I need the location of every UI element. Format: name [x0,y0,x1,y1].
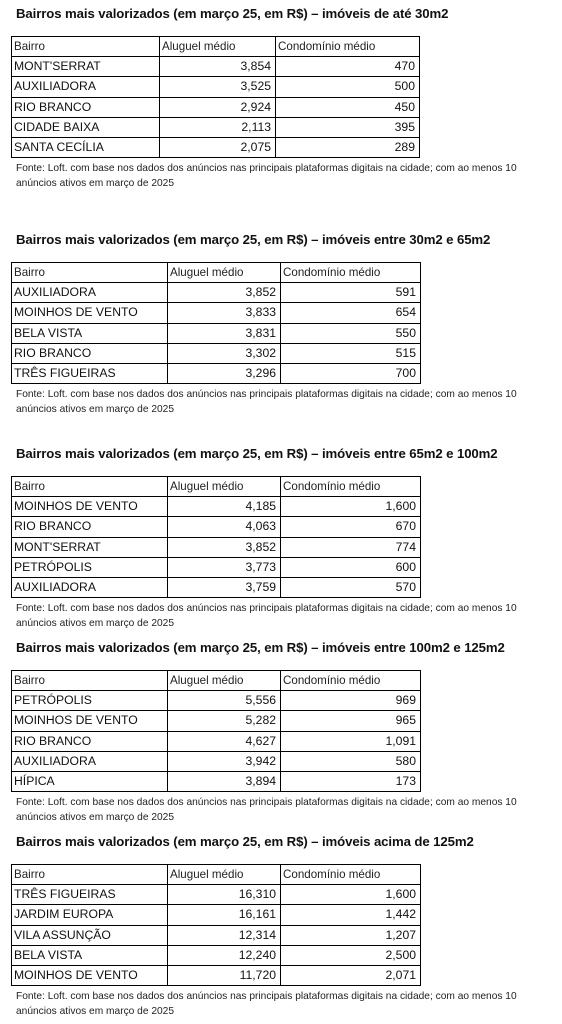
avg-rent-cell: 3,852 [168,283,281,303]
table-header-row [12,865,421,885]
avg-condo-fee-cell: 173 [281,771,421,791]
avg-rent-cell: 3,302 [168,343,281,363]
neighborhood-cell: MONT'SERRAT [12,57,160,77]
neighborhood-cell: MOINHOS DE VENTO [12,497,168,517]
neighborhood-cell: MONT'SERRAT [12,537,168,557]
source-note: Fonte: Loft. com base nos dados dos anúncios nas principais plataformas digitais na cidade; com ao menos 10 anúncios ativos em março de 2025 [16,603,517,629]
neighborhood-cell: PETRÓPOLIS [12,691,168,711]
column-header: Condomínio médio [281,865,421,885]
neighborhood-cell: MOINHOS DE VENTO [12,711,168,731]
avg-rent-cell: 2,113 [160,117,276,137]
avg-rent-cell: 3,759 [168,577,281,597]
column-header: Condomínio médio [281,263,421,283]
column-header: Aluguel médio [168,477,281,497]
neighborhood-cell: BELA VISTA [12,323,168,343]
data-table [11,670,421,792]
avg-rent-cell: 3,525 [160,77,276,97]
data-table [11,864,421,986]
avg-condo-fee-cell: 774 [281,537,421,557]
table-row [12,945,421,965]
column-header: Aluguel médio [168,263,281,283]
table-row [12,925,421,945]
avg-condo-fee-cell: 1,207 [281,925,421,945]
table-row [12,117,420,137]
section-title: Bairros mais valorizados (em março 25, em R$) – imóveis entre 30m2 e 65m2 [16,232,491,247]
avg-condo-fee-cell: 500 [276,77,420,97]
avg-condo-fee-cell: 2,071 [281,965,421,985]
avg-rent-cell: 16,161 [168,905,281,925]
avg-rent-cell: 3,296 [168,363,281,383]
column-header: Bairro [12,865,168,885]
avg-condo-fee-cell: 1,442 [281,905,421,925]
avg-rent-cell: 3,942 [168,751,281,771]
column-header: Bairro [12,37,160,57]
avg-rent-cell: 4,185 [168,497,281,517]
section-title: Bairros mais valorizados (em março 25, em R$) – imóveis acima de 125m2 [16,834,474,849]
avg-rent-cell: 3,773 [168,557,281,577]
avg-rent-cell: 3,833 [168,303,281,323]
neighborhood-cell: AUXILIADORA [12,577,168,597]
table-header-row [12,671,421,691]
column-header: Aluguel médio [168,671,281,691]
table-row [12,905,421,925]
neighborhood-cell: AUXILIADORA [12,77,160,97]
avg-rent-cell: 3,854 [160,57,276,77]
column-header: Bairro [12,671,168,691]
avg-condo-fee-cell: 580 [281,751,421,771]
avg-condo-fee-cell: 550 [281,323,421,343]
avg-rent-cell: 5,282 [168,711,281,731]
neighborhood-cell: CIDADE BAIXA [12,117,160,137]
avg-condo-fee-cell: 700 [281,363,421,383]
avg-condo-fee-cell: 2,500 [281,945,421,965]
table-row [12,57,420,77]
table-row [12,497,421,517]
neighborhood-cell: MOINHOS DE VENTO [12,303,168,323]
avg-rent-cell: 5,556 [168,691,281,711]
avg-condo-fee-cell: 289 [276,137,420,157]
table-row [12,771,421,791]
table-row [12,283,421,303]
avg-rent-cell: 2,924 [160,97,276,117]
table-header-row [12,477,421,497]
source-note: Fonte: Loft. com base nos dados dos anúncios nas principais plataformas digitais na cidade; com ao menos 10 anúncios ativos em março de 2025 [16,163,517,189]
table-row [12,137,420,157]
neighborhood-cell: BELA VISTA [12,945,168,965]
avg-condo-fee-cell: 965 [281,711,421,731]
table-row [12,363,421,383]
avg-condo-fee-cell: 600 [281,557,421,577]
neighborhood-cell: TRÊS FIGUEIRAS [12,885,168,905]
section-title: Bairros mais valorizados (em março 25, em R$) – imóveis de até 30m2 [16,6,449,21]
table-header-row [12,263,421,283]
avg-rent-cell: 3,852 [168,537,281,557]
neighborhood-cell: MOINHOS DE VENTO [12,965,168,985]
table-row [12,323,421,343]
table-row [12,343,421,363]
avg-condo-fee-cell: 395 [276,117,420,137]
avg-rent-cell: 4,627 [168,731,281,751]
column-header: Bairro [12,477,168,497]
neighborhood-cell: HÍPICA [12,771,168,791]
table-row [12,751,421,771]
avg-condo-fee-cell: 1,091 [281,731,421,751]
source-note: Fonte: Loft. com base nos dados dos anúncios nas principais plataformas digitais na cidade; com ao menos 10 anúncios ativos em março de 2025 [16,797,517,823]
neighborhood-cell: RIO BRANCO [12,731,168,751]
avg-rent-cell: 12,240 [168,945,281,965]
avg-condo-fee-cell: 591 [281,283,421,303]
table-header-row [12,37,420,57]
avg-condo-fee-cell: 969 [281,691,421,711]
neighborhood-cell: RIO BRANCO [12,343,168,363]
avg-rent-cell: 12,314 [168,925,281,945]
avg-condo-fee-cell: 570 [281,577,421,597]
column-header: Condomínio médio [281,671,421,691]
section-title: Bairros mais valorizados (em março 25, em R$) – imóveis entre 100m2 e 125m2 [16,640,505,655]
table-row [12,577,421,597]
data-table [11,262,421,384]
avg-condo-fee-cell: 670 [281,517,421,537]
neighborhood-cell: JARDIM EUROPA [12,905,168,925]
table-row [12,885,421,905]
avg-rent-cell: 11,720 [168,965,281,985]
table-row [12,711,421,731]
neighborhood-cell: VILA ASSUNÇÃO [12,925,168,945]
column-header: Aluguel médio [160,37,276,57]
avg-rent-cell: 16,310 [168,885,281,905]
table-row [12,303,421,323]
avg-rent-cell: 2,075 [160,137,276,157]
avg-condo-fee-cell: 1,600 [281,885,421,905]
neighborhood-cell: AUXILIADORA [12,751,168,771]
source-note: Fonte: Loft. com base nos dados dos anúncios nas principais plataformas digitais na cidade; com ao menos 10 anúncios ativos em março de 2025 [16,991,517,1017]
column-header: Condomínio médio [281,477,421,497]
column-header: Aluguel médio [168,865,281,885]
table-row [12,77,420,97]
avg-condo-fee-cell: 515 [281,343,421,363]
avg-rent-cell: 3,831 [168,323,281,343]
column-header: Condomínio médio [276,37,420,57]
table-row [12,537,421,557]
neighborhood-cell: SANTA CECÍLIA [12,137,160,157]
avg-condo-fee-cell: 654 [281,303,421,323]
neighborhood-cell: RIO BRANCO [12,517,168,537]
avg-rent-cell: 4,063 [168,517,281,537]
data-table [11,476,421,598]
neighborhood-cell: RIO BRANCO [12,97,160,117]
table-row [12,965,421,985]
neighborhood-cell: AUXILIADORA [12,283,168,303]
avg-rent-cell: 3,894 [168,771,281,791]
table-row [12,691,421,711]
avg-condo-fee-cell: 470 [276,57,420,77]
neighborhood-cell: PETRÓPOLIS [12,557,168,577]
table-row [12,557,421,577]
avg-condo-fee-cell: 1,600 [281,497,421,517]
table-row [12,97,420,117]
section-title: Bairros mais valorizados (em março 25, em R$) – imóveis entre 65m2 e 100m2 [16,446,498,461]
avg-condo-fee-cell: 450 [276,97,420,117]
table-row [12,731,421,751]
neighborhood-cell: TRÊS FIGUEIRAS [12,363,168,383]
data-table [11,36,420,158]
table-row [12,517,421,537]
source-note: Fonte: Loft. com base nos dados dos anúncios nas principais plataformas digitais na cidade; com ao menos 10 anúncios ativos em março de 2025 [16,389,517,415]
column-header: Bairro [12,263,168,283]
